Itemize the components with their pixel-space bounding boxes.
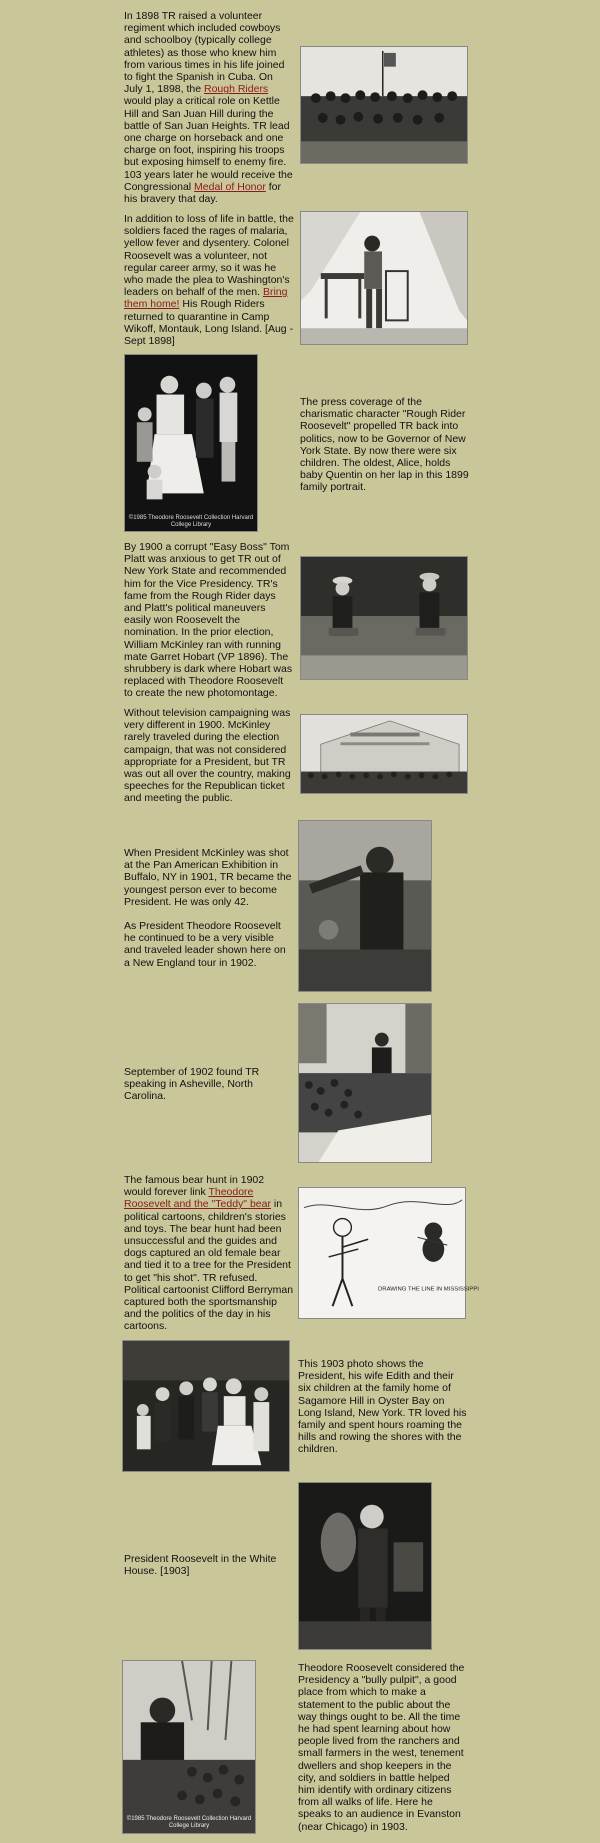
sagamore-hill-family-photo <box>122 1340 290 1472</box>
berryman-cartoon-image <box>298 1187 479 1319</box>
rough-riders-link[interactable]: Rough Riders <box>203 83 269 96</box>
teddy-bear-link[interactable]: Theodore Roosevelt and the "Teddy" bear <box>124 1186 271 1211</box>
white-house-portrait-photo <box>298 1482 432 1650</box>
vice-presidency-text: By 1900 a corrupt "Easy Boss" Tom Platt was anxious to get TR out of New York State and recommended him for the Vice Presidency. TR's fame from the Rough Rider days and Platt's political maneuvers easily won Roosevelt the nomination. In the prior election, William McKinley ran with running mate Garret Hobart (VP 1896). The shrubbery is dark where Hobart was replaced with Theodore Roosevelt to create the new photomontage. <box>124 541 293 700</box>
rough-riders-photo <box>300 46 468 164</box>
evanston-credit: ©1985 Theodore Roosevelt Collection Harvard College Library <box>126 1816 252 1829</box>
tent-desk-photo <box>300 211 468 345</box>
white-house-text: President Roosevelt in the White House. [1903] <box>124 1553 277 1578</box>
governor-text: The press coverage of the charismatic character "Rough Rider Roosevelt" propelled TR back into politics, now to be Governor of New York State. By now there were six children. The oldest, Alice, holds baby Quentin on her lap in this 1899 family portrait. <box>300 396 469 494</box>
evanston-speech-photo <box>122 1660 256 1834</box>
mckinley-roosevelt-montage-photo <box>300 556 468 680</box>
asheville-text: September of 1902 found TR speaking in Asheville, North Carolina. <box>124 1066 260 1103</box>
family-portrait-1899-photo <box>124 354 258 532</box>
family-portrait-credit: ©1985 Theodore Roosevelt Collection Harvard College Library <box>128 515 254 528</box>
new-england-tour-photo <box>298 820 432 992</box>
medal-of-honor-link[interactable]: Medal of Honor <box>194 180 266 193</box>
teddy-bear-text: The famous bear hunt in 1902 would forever link Theodore Roosevelt and the "Teddy" bear in political cartoons, children's stories and toys. The bear hunt had been unsuccessful and the guides and dogs captured an old female bear and tied it to a tree for the President to get "his shot". TR refused. Political cartoonist Clifford Berryman captured both the sportsmanship and the politics of the day in his cartoons. <box>124 1174 294 1333</box>
asheville-speech-photo <box>298 1003 432 1163</box>
rough-riders-text: In 1898 TR raised a volunteer regiment which included cowboys and schoolboy (typically college athletes) as those who knew him from various times in his life joined to fight the Spanish in Cuba. On July 1, 1898, the Rough Riders would play a critical role on Kettle Hill and San Juan Hill during the battle of San Juan Heights. TR lead one charge on horseback and one charge on foot, inspiring his troops but exposing himself to enemy fire. 103 years later he would receive the Congressional Medal of Honor for his bravery that day. <box>124 10 293 206</box>
campaign-stop-photo <box>300 714 468 794</box>
bring-them-home-link[interactable]: Bring them home! <box>124 286 288 311</box>
quarantine-text: In addition to loss of life in battle, the soldiers faced the rages of malaria, yellow fever and dysentery. Colonel Roosevelt was a volunteer, not regular career army, so it was he who made the plea to Washington's leaders on behalf of the men. Bring them home! His Rough Riders returned to quarantine in Camp Wikoff, Montauk, Long Island. [Aug - Sept 1898] <box>124 213 294 348</box>
cartoon-caption: DRAWING THE LINE IN MISSISSIPPI <box>378 1286 479 1293</box>
bully-pulpit-text: Theodore Roosevelt considered the Presidency a "bully pulpit", a good place from which to make a statement to the public about the way things ought to be. All the time he had spent learning about how people lived from the ranchers and small farmers in the west, tenement dwellers and shop keepers in the city, and soldiers in battle helped him identify with ordinary citizens from all walks of life. Here he speaks to an audience in Evanston (near Chicago) in 1903. <box>298 1662 465 1833</box>
campaign-1900-text: Without television campaigning was very different in 1900. McKinley rarely traveled during the election campaign, that was not considered appropriate for a President, but TR was out all over the country, making speeches for the Republican ticket and meeting the public. <box>124 707 291 805</box>
presidency-text: When President McKinley was shot at the Pan American Exhibition in Buffalo, NY in 1901, TR became the youngest person ever to become President. He was only 42. As President Theodore Roosevelt he continued to be a very visible and traveled leader shown here on a New England tour in 1902. <box>124 847 292 969</box>
sagamore-hill-text: This 1903 photo shows the President, his wife Edith and their six children at the family home of Sagamore Hill in Oyster Bay on Long Island, New York. TR loved his family and spent hours roaming the hills and rowing the shores with the children. <box>298 1358 467 1456</box>
